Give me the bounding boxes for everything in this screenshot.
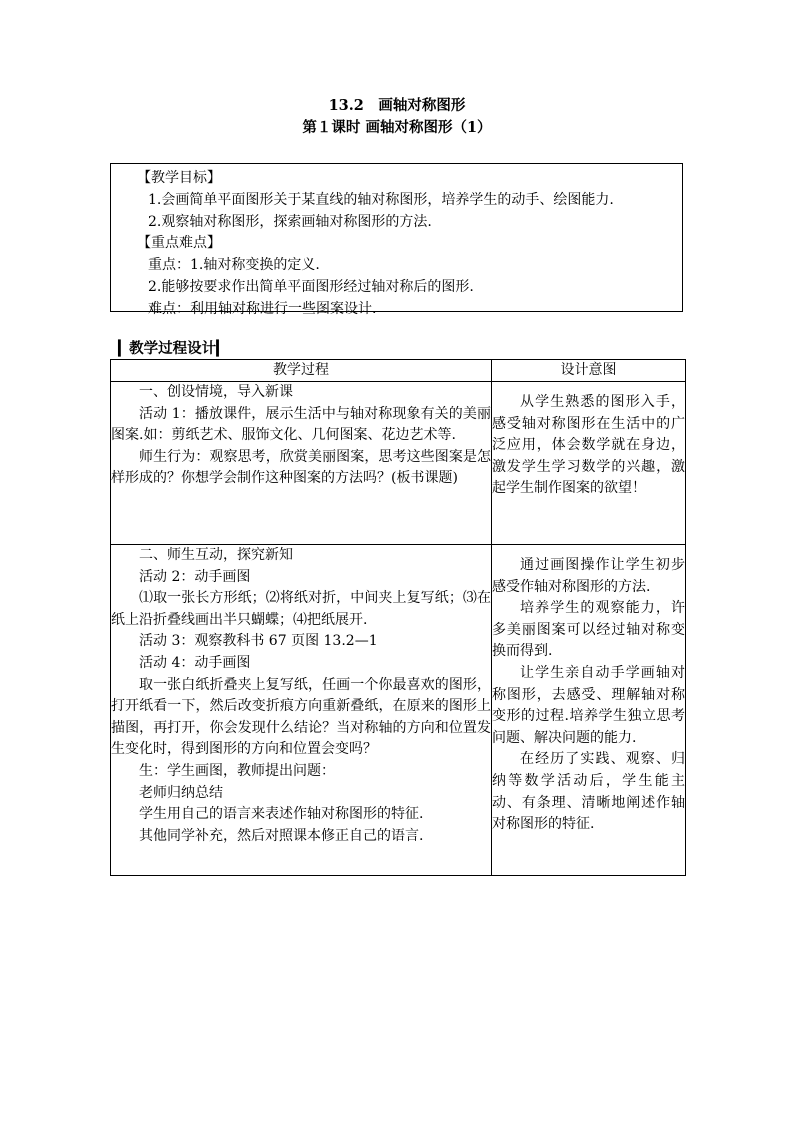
lesson-title: 13.2 画轴对称图形 (328, 97, 466, 114)
paragraph: 师生行为：观察思考，欣赏美丽图案，思考这些图案是怎样形成的？你想学会制作这种图案的方法吗？(板书课题) (111, 448, 491, 487)
paragraph: 通过画图操作让学生初步感受作轴对称图形的方法. (492, 557, 685, 595)
paragraph: 在经历了实践、观察、归纳等数学活动后，学生能主动、有条理、清晰地阐述作轴对称图形的特征. (492, 751, 685, 833)
paragraph: 从学生熟悉的图形入手，感受轴对称图形在生活中的广泛应用，体会数学就在身边，激发学生学习数学的兴趣，激起学生制作图案的欲望！ (492, 394, 685, 497)
key-point-2: 2.能够按要求作出简单平面图形经过轴对称后的图形. (148, 278, 474, 295)
objective-1: 1.会画简单平面图形关于某直线的轴对称图形，培养学生的动手、绘图能力. (148, 191, 614, 208)
objective-2: 2.观察轴对称图形，探索画轴对称图形的方法. (148, 213, 432, 230)
paragraph: 老师归纳总结 (139, 784, 223, 801)
paragraph: 活动 4：动手画图 (139, 654, 251, 671)
paragraph: 活动 3：观察教科书 67 页图 13.2—1 (139, 633, 378, 650)
paragraph: 其他同学补充，然后对照课本修正自己的语言. (139, 827, 424, 844)
section-heading: ▎教学过程设计▎ (118, 340, 228, 357)
objectives-heading: 【教学目标】 (137, 170, 221, 186)
paragraph: 培养学生的观察能力，许多美丽图案可以经过轴对称变换而得到. (492, 600, 685, 660)
table-header-row (111, 360, 686, 382)
objectives-box (110, 163, 683, 317)
lesson-subtitle: 第１课时 画轴对称图形（1） (302, 119, 492, 136)
table-row (111, 545, 686, 876)
paragraph: 学生用自己的语言来表述作轴对称图形的特征. (139, 806, 424, 823)
process-cell (111, 382, 492, 545)
key-point-1: 重点：1.轴对称变换的定义. (148, 257, 320, 274)
intent-cell (492, 382, 686, 545)
lesson-process-table (110, 359, 686, 876)
header-intent: 设计意图 (492, 360, 686, 382)
paragraph: 取一张白纸折叠夹上复写纸，任画一个你最喜欢的图形，打开纸看一下，然后改变折痕方向重新叠纸，在原来的图形上描图，再打开，你会发现什么结论？当对称轴的方向和位置发生变化时，得到图形的方向和位置会变吗？ (111, 676, 491, 758)
intent-cell (492, 545, 686, 876)
paragraph: ⑴取一张长方形纸；⑵将纸对折，中间夹上复写纸；⑶在纸上沿折叠线画出半只蝴蝶；⑷把纸展开. (111, 590, 491, 628)
paragraph: 生：学生画图，教师提出问题： (139, 762, 335, 779)
paragraph: 活动 2：动手画图 (139, 568, 251, 585)
table-row (111, 382, 686, 545)
process-cell (111, 545, 492, 876)
paragraph: 二、师生互动，探究新知 (139, 547, 293, 563)
difficulty: 难点：利用轴对称进行一些图案设计. (148, 300, 377, 317)
key-points-heading: 【重点难点】 (137, 235, 221, 252)
paragraph: 活动 1：播放课件，展示生活中与轴对称现象有关的美丽图案.如：剪纸艺术、服饰文化、几何图案、花边艺术等. (111, 405, 491, 444)
paragraph: 一、创设情境，导入新课 (139, 384, 293, 400)
paragraph: 让学生亲自动手学画轴对称图形，去感受、理解轴对称变形的过程.培养学生独立思考问题、解决问题的能力. (492, 664, 685, 746)
header-process: 教学过程 (111, 360, 492, 382)
